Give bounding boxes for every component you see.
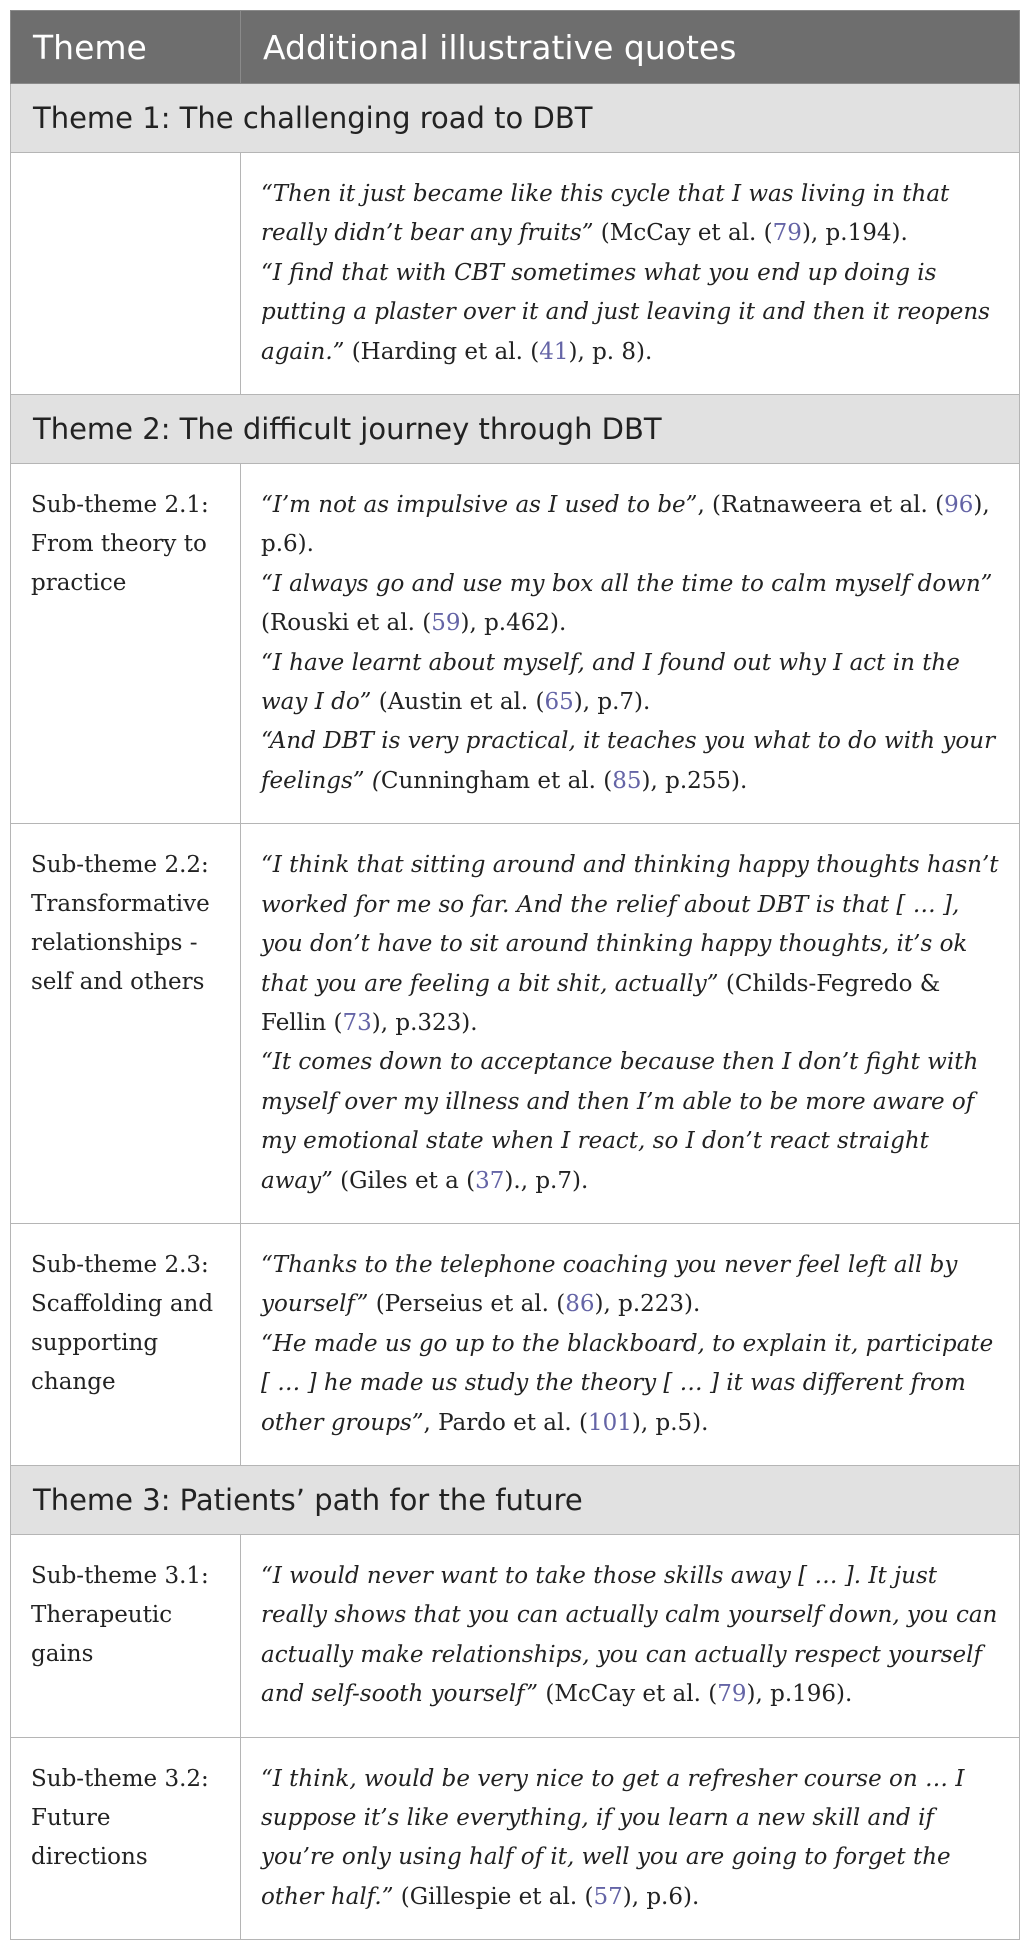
quote-text: “I’m not as impulsive as I used to be” xyxy=(261,492,698,519)
theme-title: Theme 2: The difficult journey through DBT xyxy=(11,395,1020,464)
reference-link[interactable]: 79 xyxy=(717,1681,747,1708)
quote xyxy=(261,175,1005,254)
quote xyxy=(261,722,1005,801)
quote xyxy=(261,565,1005,644)
quote-text: “I have learnt about myself, and I found out why I act in the way I do” xyxy=(261,649,960,716)
citation-author: (McCay et al. ( xyxy=(593,220,773,247)
reference-link[interactable]: 101 xyxy=(587,1409,632,1436)
reference-link[interactable]: 96 xyxy=(944,492,974,519)
quotes-cell xyxy=(241,1223,1020,1465)
citation-page: ), p.5). xyxy=(631,1409,709,1436)
subtheme-row xyxy=(11,1737,1020,1940)
reference-link[interactable]: 79 xyxy=(772,220,802,247)
subtheme-label: Sub-theme 2.3: Scaffolding and supporting change xyxy=(11,1223,241,1465)
quote xyxy=(261,254,1005,372)
citation-page: ), p.194). xyxy=(801,220,908,247)
subtheme-label: Sub-theme 3.1: Therapeutic gains xyxy=(11,1534,241,1737)
reference-link[interactable]: 57 xyxy=(593,1883,623,1910)
subtheme-label: Sub-theme 3.2: Future directions xyxy=(11,1737,241,1940)
citation-author: (McCay et al. ( xyxy=(538,1681,718,1708)
subtheme-row xyxy=(11,1223,1020,1465)
reference-link[interactable]: 59 xyxy=(431,610,461,637)
reference-link[interactable]: 41 xyxy=(539,338,569,365)
quote xyxy=(261,1043,1005,1201)
table-body xyxy=(11,11,1020,1940)
quote-text: “I think that sitting around and thinking happy thoughts hasn’t worked for me so far. And the relief about DBT is that [ … ], you don’t have to sit around thinking happy thoughts, it’s ok that you are feeling a bit shit, actually” xyxy=(261,852,999,997)
quote-text: “Thanks to the telephone coaching you never feel left all by yourself” xyxy=(261,1251,958,1318)
citation-author: (Gillespie et al. ( xyxy=(393,1883,594,1910)
reference-link[interactable]: 85 xyxy=(612,767,642,794)
subtheme-label: Sub-theme 2.2: Transformative relationships - self and others xyxy=(11,824,241,1224)
reference-link[interactable]: 73 xyxy=(342,1009,372,1036)
quote xyxy=(261,486,1005,565)
quotes-cell xyxy=(241,1737,1020,1940)
subtheme-label xyxy=(11,153,241,395)
citation-page: ), p.323). xyxy=(371,1009,478,1036)
theme-title: Theme 3: Patients’ path for the future xyxy=(11,1465,1020,1534)
citation-page: ), p.6). xyxy=(622,1883,700,1910)
subtheme-row xyxy=(11,824,1020,1224)
quote-text: “I think, would be very nice to get a refresher course on … I suppose it’s like everything, if you learn a new skill and if you’re only using half of it, well you are going to forget the other half.” xyxy=(261,1765,965,1910)
quote-text: “He made us go up to the blackboard, to explain it, participate [ … ] he made us study the theory [ … ] it was different from other groups” xyxy=(261,1330,994,1436)
quote xyxy=(261,846,1005,1043)
quote-text: “Then it just became like this cycle that I was living in that really didn’t bear any fruits” xyxy=(261,181,950,247)
subtheme-label: Sub-theme 2.1: From theory to practice xyxy=(11,464,241,824)
reference-link[interactable]: 37 xyxy=(475,1167,505,1194)
reference-link[interactable]: 65 xyxy=(544,689,574,716)
header-quotes: Additional illustrative quotes xyxy=(241,11,1020,84)
header-theme: Theme xyxy=(11,11,241,84)
citation-page: ), p.462). xyxy=(460,610,567,637)
table-header-row xyxy=(11,11,1020,84)
quote-text: “And DBT is very practical, it teaches you what to do with your feelings” ( xyxy=(261,728,996,794)
theme-title: Theme 1: The challenging road to DBT xyxy=(11,84,1020,153)
quote-text: “It comes down to acceptance because then I don’t fight with myself over my illness and then I’m able to be more aware of my emotional state when I react, so I don’t react straight away” xyxy=(261,1049,979,1194)
theme-row xyxy=(11,395,1020,464)
citation-author: Cunningham et al. ( xyxy=(380,767,613,794)
quote xyxy=(261,1557,1005,1715)
quote-text: “I always go and use my box all the time to calm myself down” xyxy=(261,570,993,597)
subtheme-row xyxy=(11,1534,1020,1737)
quote xyxy=(261,1246,1005,1325)
citation-page: ), p.196). xyxy=(746,1681,853,1708)
theme-row xyxy=(11,1465,1020,1534)
citation-author: (Perseius et al. ( xyxy=(368,1291,566,1318)
theme-row xyxy=(11,84,1020,153)
quotes-cell xyxy=(241,153,1020,395)
quote xyxy=(261,1760,1005,1918)
citation-page: ), p.255). xyxy=(641,767,748,794)
quotes-cell xyxy=(241,464,1020,824)
citation-author: , Pardo et al. ( xyxy=(423,1409,588,1436)
subtheme-row xyxy=(11,153,1020,395)
citation-author: (Rouski et al. ( xyxy=(261,610,432,637)
citation-page: ), p.223). xyxy=(594,1291,701,1318)
quote-text: “I find that with CBT sometimes what you end up doing is putting a plaster over it and just leaving it and then it reopens again.” xyxy=(261,259,990,365)
citation-author: (Harding et al. ( xyxy=(344,338,540,365)
citation-page: )., p.7). xyxy=(504,1167,589,1194)
citation-author: , (Ratnaweera et al. ( xyxy=(697,492,945,519)
citation-author: (Giles et a ( xyxy=(332,1167,476,1194)
reference-link[interactable]: 86 xyxy=(565,1291,595,1318)
quotes-cell xyxy=(241,824,1020,1224)
citation-author: (Childs-Fegredo & Fellin ( xyxy=(261,970,941,1036)
quote xyxy=(261,1325,1005,1443)
quote xyxy=(261,644,1005,723)
quotes-cell xyxy=(241,1534,1020,1737)
citation-author: (Austin et al. ( xyxy=(371,689,545,716)
citation-page: ), p.6). xyxy=(261,492,990,558)
citation-page: ), p.7). xyxy=(573,689,651,716)
quotes-table xyxy=(10,10,1020,1940)
subtheme-row xyxy=(11,464,1020,824)
citation-page: ), p. 8). xyxy=(568,338,653,365)
quote-text: “I would never want to take those skills away [ … ]. It just really shows that you can actually calm yourself down, you can actually make relationships, you can actually respect yourself and self-sooth yourself” xyxy=(261,1562,998,1708)
